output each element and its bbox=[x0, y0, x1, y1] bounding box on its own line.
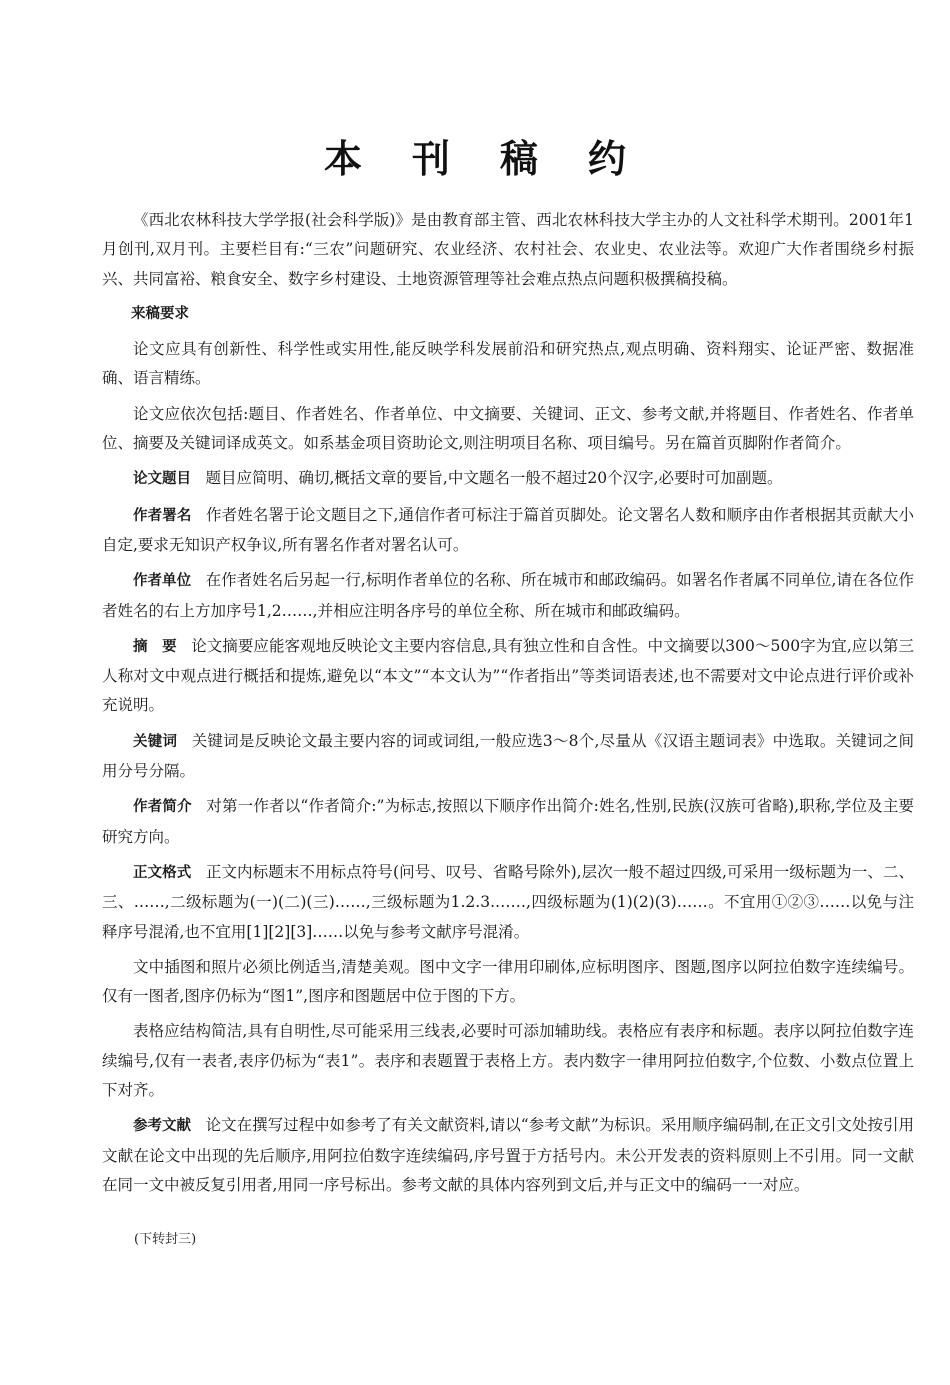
item-keywords bbox=[102, 727, 914, 787]
item-affiliation bbox=[102, 566, 914, 626]
item-text: 对第一作者以“作者简介:”为标志,按照以下顺序作出简介:姓名,性别,民族(汉族可省略),职称,学位及主要研究方向。 bbox=[102, 797, 915, 846]
item-label: 摘 要 bbox=[133, 638, 177, 655]
item-label: 作者单位 bbox=[133, 573, 192, 590]
item-references bbox=[102, 1111, 914, 1200]
item-label: 作者署名 bbox=[133, 507, 192, 524]
item-label: 正文格式 bbox=[133, 864, 192, 881]
item-title bbox=[102, 464, 914, 494]
article-body bbox=[102, 206, 914, 1200]
intro-paragraph: 《西北农林科技大学学报(社会科学版)》是由教育部主管、西北农林科技大学主办的人文社科学术期刊。2001年1月创刊,双月刊。主要栏目有:“三农”问题研究、农业经济、农村社会、农业史、农业法等。欢迎广大作者围绕乡村振兴、共同富裕、粮食安全、数字乡村建设、土地资源管理等社会难点热点问题积极撰稿投稿。 bbox=[102, 211, 914, 288]
item-format bbox=[102, 858, 914, 947]
requirement-paragraph-1: 论文应具有创新性、科学性或实用性,能反映学科发展前沿和研究热点,观点明确、资料翔实、论证严密、数据准确、语言精练。 bbox=[102, 340, 914, 388]
item-text: 题目应简明、确切,概括文章的要旨,中文题名一般不超过20个汉字,必要时可加副题。 bbox=[205, 469, 783, 488]
item-text: 论文摘要应能客观地反映论文主要内容信息,具有独立性和自含性。中文摘要以300～500字为宜,应以第三人称对文中观点进行概括和提炼,避免以“本文”“本文认为”“作者指出”等类词语表述,也不需要对文中论点进行评价或补充说明。 bbox=[102, 636, 914, 715]
page-title: 本刊稿约 bbox=[323, 137, 676, 181]
item-bio bbox=[102, 792, 914, 852]
item-text: 关键词是反映论文最主要内容的词或词组,一般应选3～8个,尽量从《汉语主题词表》中选取。关键词之间用分号分隔。 bbox=[102, 731, 914, 781]
item-label: 参考文献 bbox=[133, 1118, 192, 1135]
item-abstract bbox=[102, 632, 914, 721]
item-author bbox=[102, 501, 914, 561]
requirement-paragraph-2: 论文应依次包括:题目、作者姓名、作者单位、中文摘要、关键词、正文、参考文献,并将题目、作者姓名、作者单位、摘要及关键词译成英文。如系基金项目资助论文,则注明项目名称、项目编号。另在篇首页脚附作者简介。 bbox=[102, 404, 914, 453]
item-label: 论文题目 bbox=[133, 471, 191, 488]
item-text: 在作者姓名后另起一行,标明作者单位的名称、所在城市和邮政编码。如署名作者属不同单位,请在各位作者姓名的右上方加序号1,2……,并相应注明各序号的单位全称、所在城市和邮政编码。 bbox=[102, 571, 915, 620]
item-text: 正文内标题末不用标点符号(问号、叹号、省略号除外),层次一般不超过四级,可采用一级标题为一、二、三、……,二级标题为(一)(二)(三)……,三级标题为1.2.3.……,四级标题为(1)(2)(3)……。不宜用①②③……以免与注释序号混淆,也不宜用[1][2][3]……以免与参考文献序号混淆。 bbox=[102, 862, 915, 941]
figure-paragraph: 文中插图和照片必须比例适当,清楚美观。图中文字一律用印刷体,应标明图序、图题,图序以阿拉伯数字连续编号。仅有一图者,图序仍标为“图1”,图序和图题居中位于图的下方。 bbox=[102, 957, 914, 1006]
table-paragraph: 表格应结构简洁,具有自明性,尽可能采用三线表,必要时可添加辅助线。表格应有表序和标题。表序以阿拉伯数字连续编号,仅有一表者,表序仍标为“表1”。表序和表题置于表格上方。表内数字一律用阿拉伯数字,个位数、小数点位置上下对齐。 bbox=[102, 1022, 914, 1100]
continued-note: (下转封三) bbox=[134, 1232, 197, 1247]
item-label: 作者简介 bbox=[133, 799, 192, 816]
item-text: 作者姓名署于论文题目之下,通信作者可标注于篇首页脚处。论文署名人数和顺序由作者根据其贡献大小自定,要求无知识产权争议,所有署名作者对署名认可。 bbox=[102, 505, 914, 554]
item-label: 关键词 bbox=[133, 733, 178, 750]
item-text: 论文在撰写过程中如参考了有关文献资料,请以“参考文献”为标识。采用顺序编码制,在正文引文处按引用文献在论文中出现的先后顺序,用阿拉伯数字连续编码,序号置于方括号内。未公开发表的资料原则上不引用。同一文献在同一文中被反复引用者,用同一序号标出。参考文献的具体内容列到文后,并与正文中的编码一一对应。 bbox=[102, 1116, 914, 1194]
section-heading: 来稿要求 bbox=[131, 305, 189, 322]
